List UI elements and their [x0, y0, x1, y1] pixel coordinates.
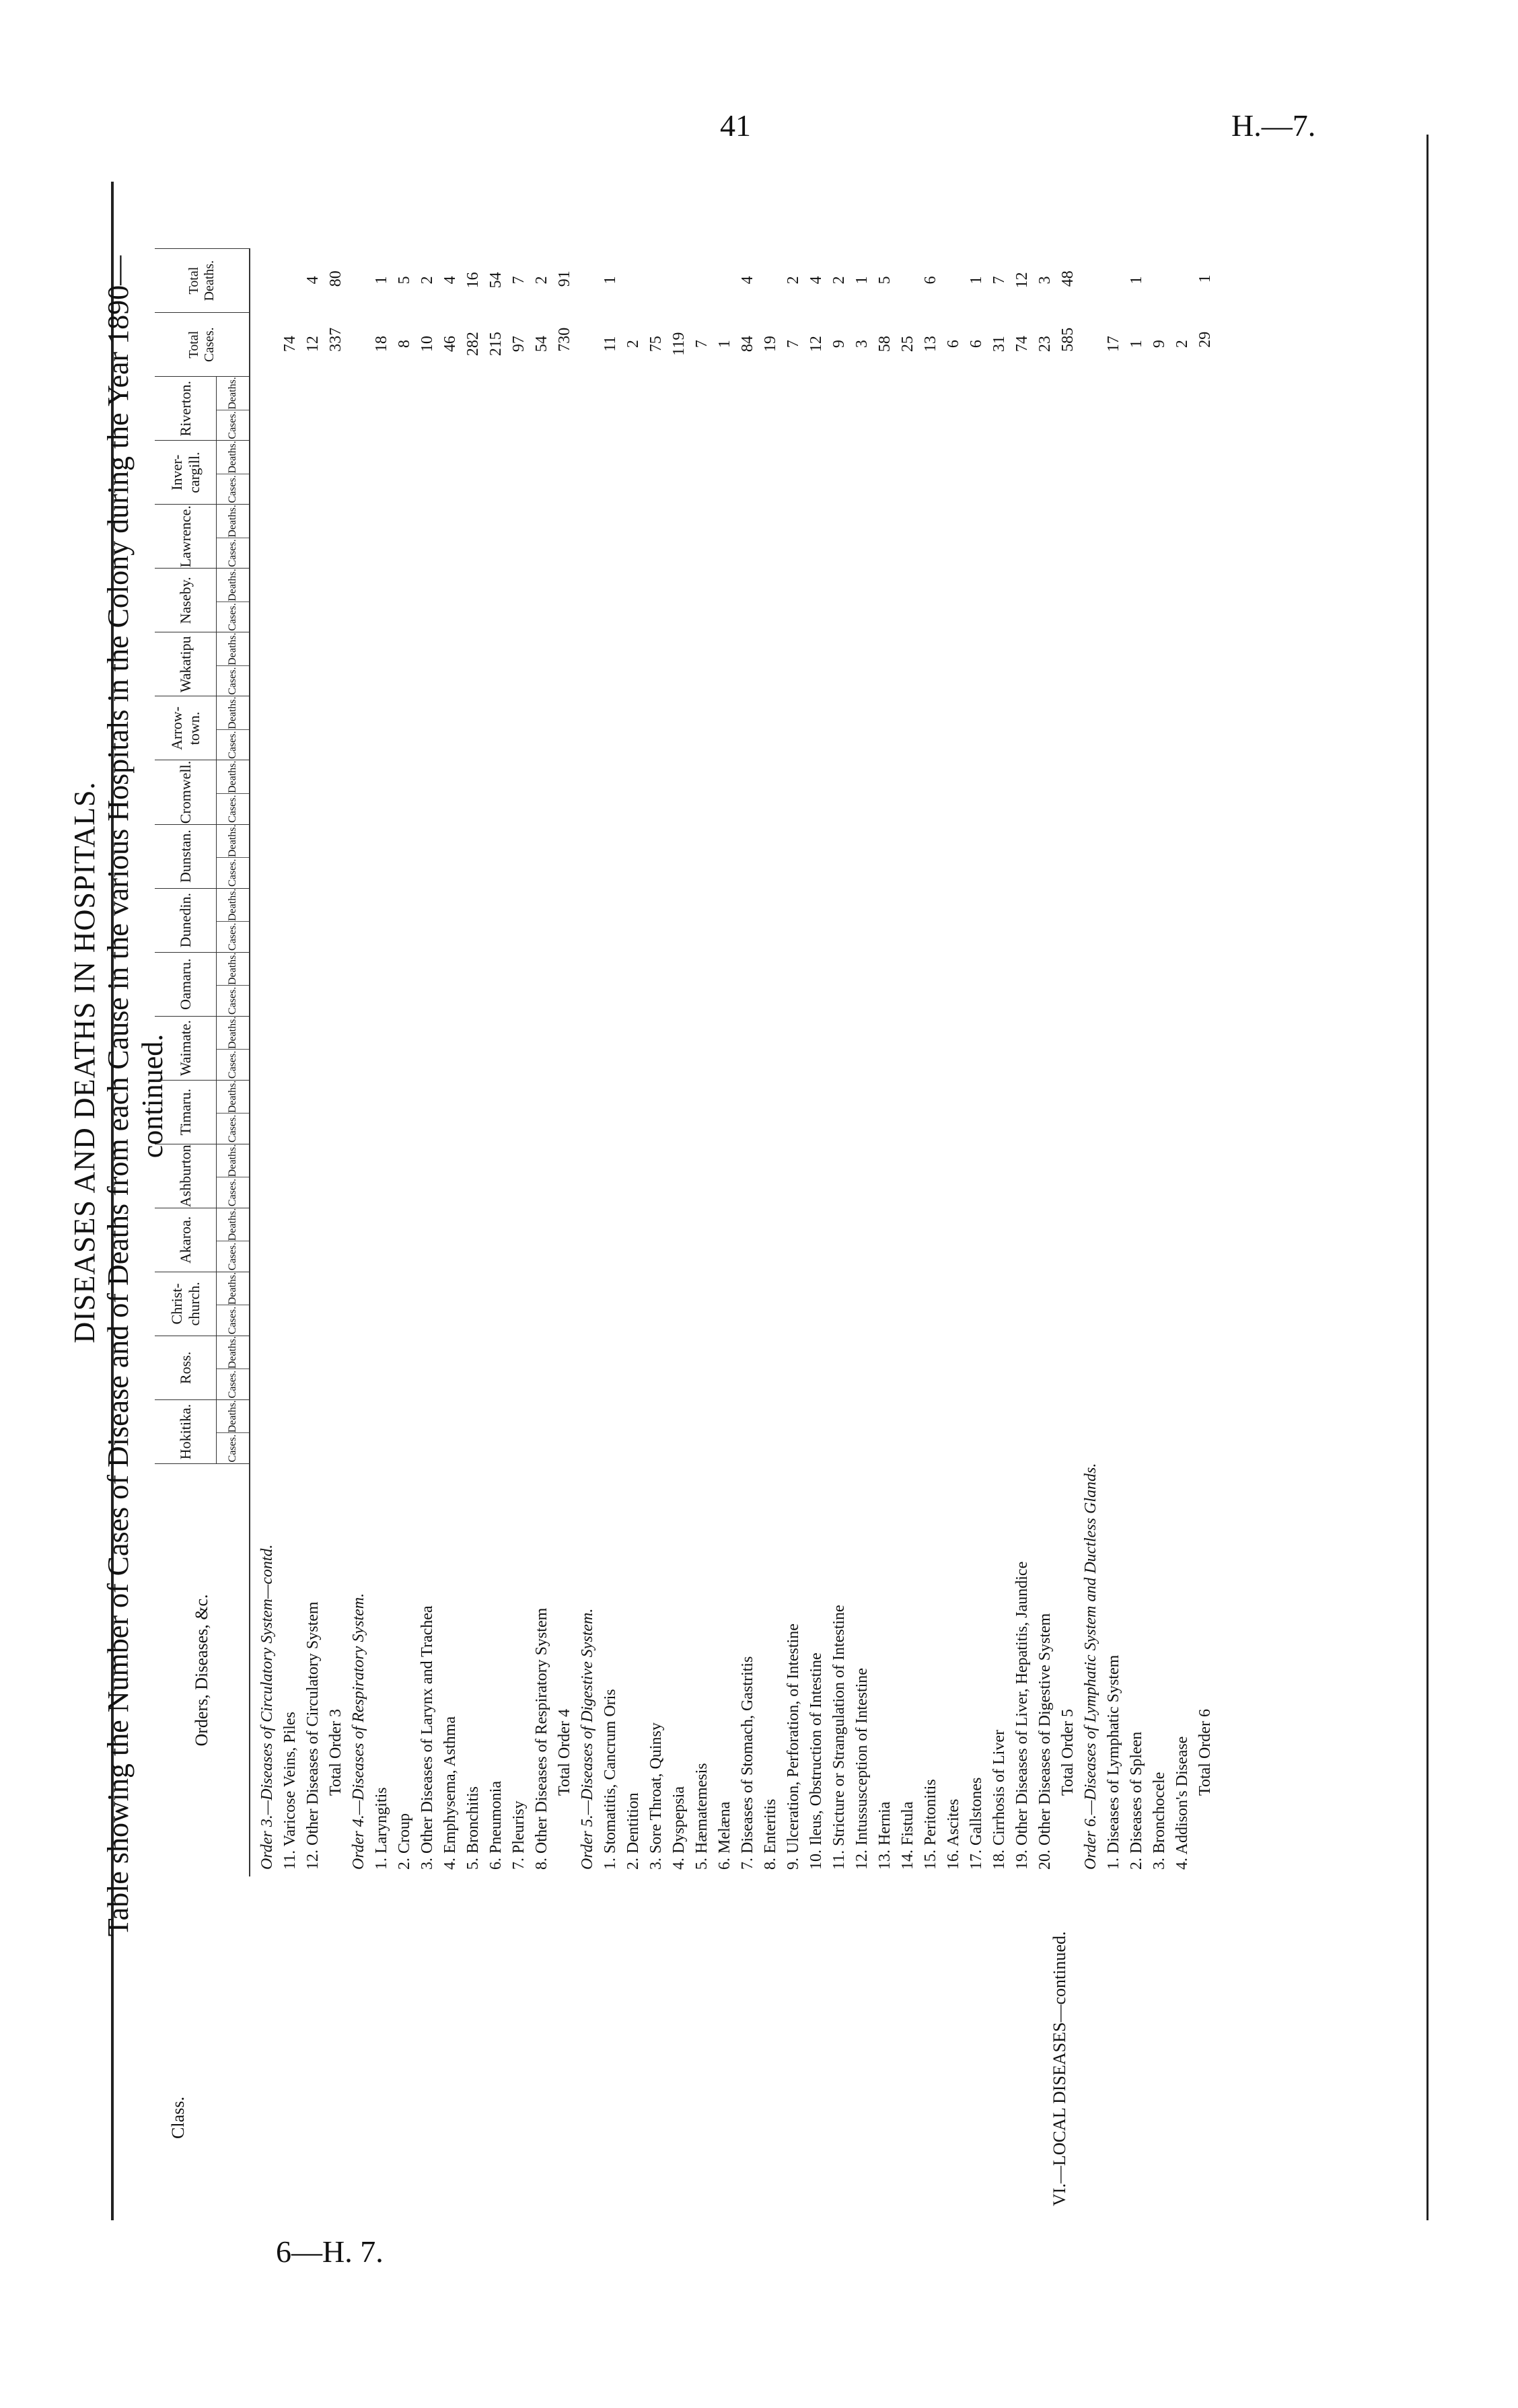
table-row	[1194, 248, 1217, 1876]
disease-name: 15. Peritonitis	[921, 1779, 939, 1870]
disease-name: 1. Stomatitis, Cancrum Oris	[601, 1689, 619, 1870]
table-row	[1034, 248, 1056, 1876]
total-cases-cell: 84	[738, 336, 756, 353]
disease-name: 20. Other Diseases of Digestive System	[1036, 1613, 1054, 1870]
total-cases-cell: 13	[921, 336, 939, 353]
hospital-column-header	[155, 952, 249, 1016]
table-row	[942, 248, 965, 1876]
total-cases-cell: 282	[464, 332, 482, 357]
total-deaths-cell: 80	[326, 270, 345, 287]
page-number: 41	[720, 108, 751, 143]
disease-name: 3. Bronchocele	[1150, 1772, 1168, 1870]
total-deaths-cell: 1	[967, 276, 985, 285]
total-cases-cell: 19	[761, 336, 779, 353]
total-cases-cell: 18	[372, 336, 390, 353]
disease-name: Order 4.—Diseases of Respiratory System.	[349, 1593, 367, 1870]
hospital-name: Ross.	[155, 1336, 217, 1399]
total-deaths-cell: 1	[1127, 276, 1145, 285]
disease-name: Total Order 5	[1058, 1709, 1077, 1796]
table-row	[919, 248, 942, 1876]
hospital-column-header	[155, 1208, 249, 1272]
total-deaths-cell: 2	[532, 276, 550, 285]
class-header: Class.	[168, 2096, 188, 2139]
hospital-name: Wakatipu	[155, 632, 217, 696]
total-cases-cell: 17	[1104, 336, 1122, 353]
disease-name: 9. Ulceration, Perforation, of Intestine	[784, 1623, 802, 1870]
table-row	[279, 248, 301, 1876]
cases-subheader: Cases.	[217, 1241, 249, 1272]
disease-name: 2. Dentition	[624, 1792, 642, 1870]
table-row	[599, 248, 622, 1876]
total-deaths-cell: 6	[921, 276, 939, 285]
hospital-column-header	[155, 1080, 249, 1144]
total-deaths-cell: 7	[990, 276, 1008, 285]
hospital-column-header	[155, 760, 249, 824]
total-cases-cell: 9	[830, 340, 848, 349]
total-cases-cell: 3	[853, 340, 871, 349]
disease-name: 3. Other Diseases of Larynx and Trachea	[418, 1605, 436, 1870]
total-cases-cell: 25	[898, 336, 916, 353]
total-deaths-cell: 1	[601, 276, 619, 285]
total-cases-cell: 10	[418, 336, 436, 353]
total-cases-cell: 585	[1058, 327, 1077, 352]
hospital-column-header	[155, 568, 249, 632]
total-deaths-cell: 2	[784, 276, 802, 285]
cases-subheader: Cases.	[217, 857, 249, 888]
cases-subheader: Cases.	[217, 1432, 249, 1463]
total-cases-header: Total Cases.	[155, 312, 249, 376]
total-cases-cell: 119	[670, 332, 688, 356]
total-cases-cell: 2	[1173, 340, 1191, 349]
cases-subheader: Cases.	[217, 410, 249, 441]
disease-name: 19. Other Diseases of Liver, Hepatitis, Jaundice	[1013, 1561, 1031, 1870]
disease-name: 18. Cirrhosis of Liver	[990, 1730, 1008, 1870]
hospital-column-header	[155, 1336, 249, 1399]
orders-header: Orders, Diseases, &c.	[155, 1463, 249, 1876]
table-row	[439, 248, 462, 1876]
total-deaths-cell: 1	[372, 276, 390, 285]
cases-subheader: Cases.	[217, 1177, 249, 1208]
disease-name: 13. Hernia	[875, 1801, 894, 1870]
cases-subheader: Cases.	[217, 1305, 249, 1336]
disease-name: Order 5.—Diseases of Digestive System.	[578, 1608, 596, 1870]
hospital-name: Ashburton	[155, 1144, 217, 1208]
hospital-column-header	[155, 632, 249, 696]
cases-subheader: Cases.	[217, 1113, 249, 1144]
table-row	[713, 248, 736, 1876]
total-cases-cell: 7	[692, 340, 711, 349]
table-row	[553, 248, 576, 1876]
table-row	[622, 248, 645, 1876]
table-row	[828, 248, 851, 1876]
disease-name: 1. Laryngitis	[372, 1787, 390, 1870]
hospital-name: Waimate.	[155, 1017, 217, 1080]
total-cases-cell: 730	[555, 327, 573, 352]
total-cases-cell: 74	[281, 336, 299, 353]
table-row	[1102, 248, 1125, 1876]
deaths-subheader: Deaths.	[227, 888, 238, 921]
disease-name: 4. Addison's Disease	[1173, 1736, 1191, 1870]
disease-name: 11. Varicose Veins, Piles	[281, 1712, 299, 1870]
table-row	[690, 248, 713, 1876]
table-row	[416, 248, 439, 1876]
total-deaths-cell: 4	[303, 276, 322, 285]
disease-name: 4. Emphysema, Asthma	[441, 1716, 459, 1870]
total-deaths-cell: 91	[555, 270, 573, 287]
cases-subheader: Cases.	[217, 985, 249, 1016]
disease-name: 3. Sore Throat, Quinsy	[647, 1722, 665, 1870]
disease-name: 5. Hæmatemesis	[692, 1763, 711, 1870]
hospital-name: Christ-church.	[155, 1272, 217, 1336]
total-deaths-cell: 12	[1013, 272, 1031, 289]
deaths-subheader: Deaths.	[227, 760, 238, 793]
hospital-column-header	[155, 1272, 249, 1336]
disease-name: 1. Diseases of Lymphatic System	[1104, 1654, 1122, 1870]
disease-name: 4. Dyspepsia	[670, 1786, 688, 1870]
disease-name: 7. Diseases of Stomach, Gastritis	[738, 1656, 756, 1870]
table-row	[988, 248, 1011, 1876]
table-row	[462, 248, 484, 1876]
total-deaths-cell: 4	[441, 276, 459, 285]
total-deaths-cell: 5	[875, 276, 894, 285]
disease-name: Order 3.—Diseases of Circulatory System—contd.	[258, 1544, 276, 1870]
deaths-subheader: Deaths.	[227, 1336, 238, 1369]
table-body	[256, 248, 1217, 1876]
disease-name: Total Order 4	[555, 1709, 573, 1796]
cases-subheader: Cases.	[217, 1049, 249, 1080]
cases-subheader: Cases.	[217, 793, 249, 824]
table-row	[1171, 248, 1194, 1876]
cases-subheader: Cases.	[217, 538, 249, 569]
table-row	[1011, 248, 1034, 1876]
cases-subheader: Cases.	[217, 729, 249, 760]
total-cases-cell: 54	[532, 336, 550, 353]
disease-name: Total Order 3	[326, 1709, 345, 1796]
hospital-column-header	[155, 376, 249, 440]
table-row	[805, 248, 828, 1876]
deaths-subheader: Deaths.	[227, 696, 238, 729]
disease-name: Order 6.—Diseases of Lymphatic System and Ductless Glands.	[1081, 1463, 1099, 1870]
disease-name: 5. Bronchitis	[464, 1786, 482, 1870]
disease-name: 12. Other Diseases of Circulatory System	[303, 1601, 322, 1870]
total-cases-cell: 97	[509, 336, 528, 353]
disease-name: 6. Melæna	[715, 1801, 733, 1870]
total-deaths-cell: 48	[1058, 270, 1077, 287]
table-row	[256, 248, 279, 1876]
deaths-subheader: Deaths.	[227, 632, 238, 665]
total-cases-cell: 46	[441, 336, 459, 353]
disease-name: 12. Intussusception of Intestine	[853, 1668, 871, 1870]
total-deaths-cell: 4	[738, 276, 756, 285]
total-cases-cell: 9	[1150, 340, 1168, 349]
table-row	[530, 248, 553, 1876]
disease-name: 8. Other Diseases of Respiratory System	[532, 1607, 550, 1870]
hospital-name: Arrow-town.	[155, 696, 217, 760]
table-row	[507, 248, 530, 1876]
hospital-name: Inver-cargill.	[155, 441, 217, 504]
total-cases-cell: 337	[326, 327, 345, 352]
hospital-name: Cromwell.	[155, 760, 217, 824]
table-row	[484, 248, 507, 1876]
deaths-subheader: Deaths.	[227, 441, 238, 474]
deaths-subheader: Deaths.	[227, 569, 238, 601]
deaths-subheader: Deaths.	[227, 1080, 238, 1114]
table-row	[965, 248, 988, 1876]
hospital-column-header	[155, 1399, 249, 1463]
deaths-subheader: Deaths.	[227, 505, 238, 538]
total-cases-cell: 75	[647, 336, 665, 353]
table-row	[1148, 248, 1171, 1876]
hospital-name: Dunstan.	[155, 825, 217, 888]
hospital-name: Dunedin.	[155, 889, 217, 952]
table-row	[324, 248, 347, 1876]
total-deaths-cell: 54	[486, 272, 505, 289]
total-cases-cell: 7	[784, 340, 802, 349]
hospital-name: Oamaru.	[155, 953, 217, 1016]
cases-subheader: Cases.	[217, 1369, 249, 1399]
total-cases-cell: 12	[807, 336, 825, 353]
deaths-subheader: Deaths.	[227, 1144, 238, 1177]
column-header	[155, 248, 250, 1876]
cases-subheader: Cases.	[217, 665, 249, 696]
cases-subheader: Cases.	[217, 601, 249, 632]
hospital-column-header	[155, 440, 249, 504]
total-cases-cell: 12	[303, 336, 322, 353]
total-deaths-cell: 2	[418, 276, 436, 285]
total-cases-cell: 6	[967, 340, 985, 349]
table-row	[301, 248, 324, 1876]
total-deaths-cell: 2	[830, 276, 848, 285]
disease-name: 6. Pneumonia	[486, 1781, 505, 1870]
total-deaths-cell: 7	[509, 276, 528, 285]
hospital-column-header	[155, 1144, 249, 1208]
table-row	[1056, 248, 1079, 1876]
cases-subheader: Cases.	[217, 921, 249, 952]
total-cases-cell: 1	[715, 340, 733, 349]
deaths-subheader: Deaths.	[227, 824, 238, 857]
disease-name: 17. Gallstones	[967, 1777, 985, 1870]
hospital-name: Naseby.	[155, 569, 217, 632]
disease-name: 7. Pleurisy	[509, 1800, 528, 1870]
total-deaths-cell: 1	[853, 276, 871, 285]
hospital-name: Timaru.	[155, 1081, 217, 1144]
deaths-subheader: Deaths.	[227, 952, 238, 986]
table-row	[347, 248, 370, 1876]
table-row	[1125, 248, 1148, 1876]
hospital-name: Akaroa.	[155, 1208, 217, 1272]
disease-name: 11. Stricture or Strangulation of Intestine	[830, 1605, 848, 1870]
hospital-name: Lawrence.	[155, 505, 217, 568]
total-cases-cell: 11	[601, 336, 619, 352]
table-row	[782, 248, 805, 1876]
table-row	[736, 248, 759, 1876]
total-cases-cell: 2	[624, 340, 642, 349]
hospital-column-header	[155, 696, 249, 760]
table-row	[896, 248, 919, 1876]
disease-name: 2. Diseases of Spleen	[1127, 1731, 1145, 1870]
hospital-column-header	[155, 824, 249, 888]
total-cases-cell: 23	[1036, 336, 1054, 353]
cases-subheader: Cases.	[217, 474, 249, 505]
table-title: DISEASES AND DEATHS IN HOSPITALS.	[68, 781, 101, 1344]
disease-name: 2. Croup	[395, 1813, 413, 1870]
total-deaths-cell: 5	[395, 276, 413, 285]
total-deaths-cell: 16	[464, 272, 482, 289]
table-row	[393, 248, 416, 1876]
table-row	[645, 248, 667, 1876]
disease-name: 16. Ascites	[944, 1798, 962, 1870]
disease-name: Total Order 6	[1196, 1709, 1214, 1796]
page-footer: 6—H. 7.	[276, 2234, 384, 2269]
total-cases-cell: 215	[486, 332, 505, 357]
disease-name: 14. Fistula	[898, 1801, 916, 1870]
total-deaths-cell: 4	[807, 276, 825, 285]
total-cases-cell: 74	[1013, 336, 1031, 353]
total-deaths-cell: 3	[1036, 276, 1054, 285]
hospital-name: Riverton.	[155, 377, 217, 440]
table-row	[667, 248, 690, 1876]
disease-name: 10. Ileus, Obstruction of Intestine	[807, 1652, 825, 1870]
table-row	[759, 248, 782, 1876]
table-row	[370, 248, 393, 1876]
table-row	[851, 248, 873, 1876]
deaths-subheader: Deaths.	[227, 1016, 238, 1050]
hospital-name: Hokitika.	[155, 1400, 217, 1463]
disease-name: 8. Enteritis	[761, 1798, 779, 1870]
total-deaths-cell: 1	[1196, 275, 1214, 283]
table-row	[873, 248, 896, 1876]
hospital-column-header	[155, 1016, 249, 1080]
total-deaths-header: Total Deaths.	[155, 248, 249, 312]
deaths-subheader: Deaths.	[227, 1272, 238, 1305]
deaths-subheader: Deaths.	[227, 377, 238, 410]
table-row	[576, 248, 599, 1876]
total-cases-cell: 29	[1196, 331, 1214, 348]
hospital-column-header	[155, 504, 249, 568]
deaths-subheader: Deaths.	[227, 1208, 238, 1241]
total-cases-cell: 1	[1127, 340, 1145, 349]
deaths-subheader: Deaths.	[227, 1399, 238, 1433]
total-cases-cell: 8	[395, 340, 413, 349]
total-cases-cell: 6	[944, 340, 962, 349]
hospital-column-header	[155, 888, 249, 952]
class-label: VI.—LOCAL DISEASES—continued.	[1050, 1931, 1069, 2206]
table-row	[1079, 248, 1102, 1876]
total-cases-cell: 58	[875, 336, 894, 353]
table-subtitle: Table showing the Number of Cases of Disease and of Deaths from each Cause in the various Hospitals in the Colony during the Year 1890—continued.	[102, 255, 169, 1937]
page-code: H.—7.	[1231, 108, 1316, 143]
total-cases-cell: 31	[990, 336, 1008, 353]
